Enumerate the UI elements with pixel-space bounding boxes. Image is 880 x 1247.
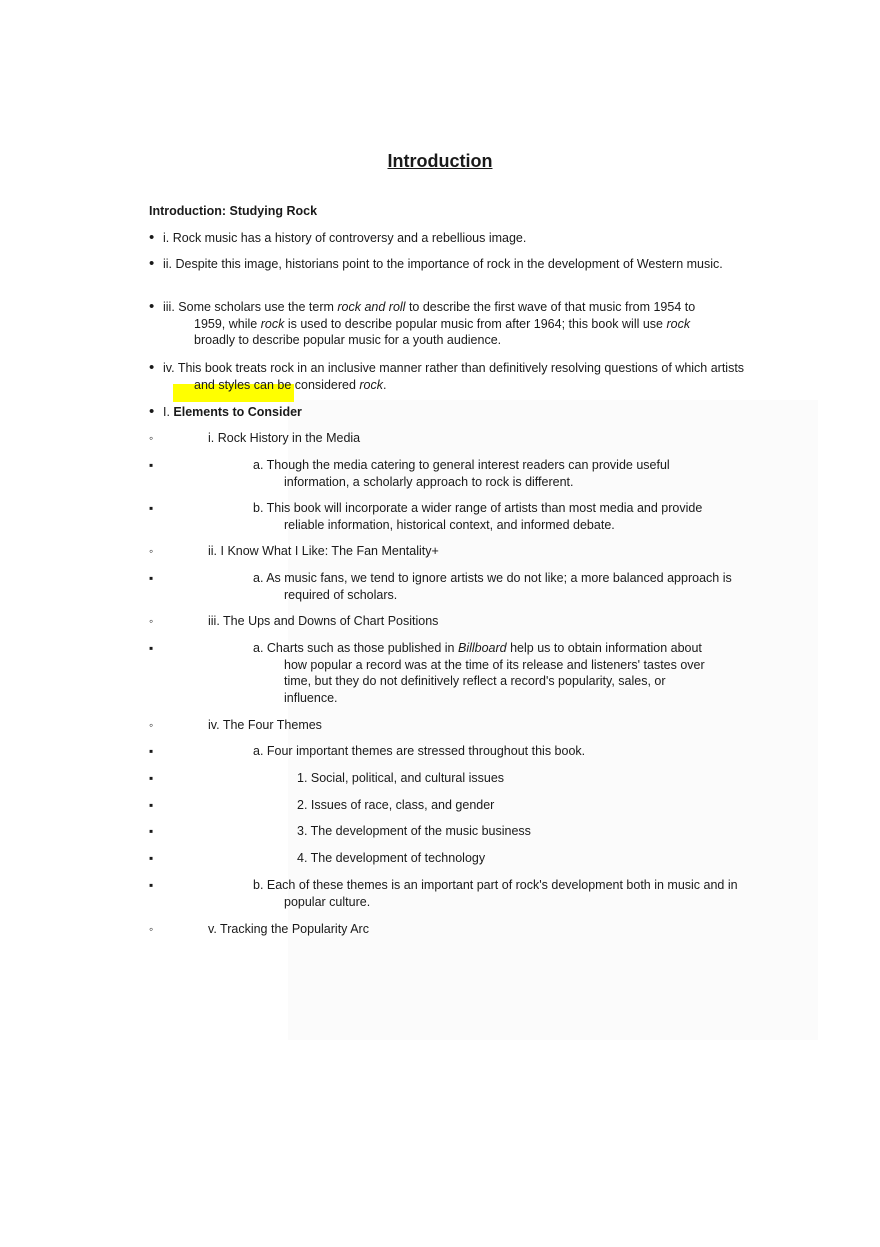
- item-bold: Elements to Consider: [173, 405, 302, 419]
- item-text: help us to obtain information about how popular a record was at the time of its release and listeners' tastes over time, but they do not definitively reflect a record's popularity, sales, or influence.: [284, 641, 705, 705]
- list-item: a. Though the media catering to general interest readers can provide useful information, a scholarly approach to rock is different.: [253, 458, 670, 489]
- bullet-circle-icon: [149, 543, 153, 560]
- section-heading: [163, 404, 663, 421]
- item-text: a. Charts such as those published in: [253, 641, 458, 655]
- bullet-square-icon: [149, 743, 153, 760]
- bullet-disc-icon: [149, 299, 154, 316]
- list-item: i. Rock music has a history of controversy and a rebellious image.: [163, 231, 527, 245]
- list-item: ii. Despite this image, historians point to the importance of rock in the development of Western music.: [163, 257, 723, 271]
- item-emphasis: rock and roll: [337, 300, 406, 314]
- item-text: to describe the first wave of that music from 1954 to 1959, while: [194, 300, 696, 331]
- bullet-disc-icon: [149, 256, 154, 273]
- list-item: ii. I Know What I Like: The Fan Mentality+: [208, 544, 439, 558]
- list-item: 4. The development of technology: [297, 851, 486, 865]
- bullet-square-icon: [149, 640, 153, 657]
- list-item: i. Rock History in the Media: [208, 431, 361, 445]
- list-item: b. This book will incorporate a wider range of artists than most media and provide reliable information, historical context, and informed debate.: [253, 501, 703, 532]
- item-emphasis: Billboard: [457, 641, 507, 655]
- bullet-disc-icon: [149, 230, 154, 247]
- bullet-square-icon: [149, 877, 153, 894]
- list-item: a. As music fans, we tend to ignore artists we do not like; a more balanced approach is required of scholars.: [253, 571, 732, 602]
- item-text: I.: [163, 405, 174, 419]
- bullet-square-icon: [149, 797, 153, 814]
- list-item: iv. The Four Themes: [208, 718, 322, 732]
- page-title: Introduction: [387, 151, 493, 171]
- item-emphasis: rock: [666, 316, 691, 331]
- bullet-disc-icon: [149, 404, 154, 421]
- item-text: iii. Some scholars use the term: [163, 300, 338, 314]
- list-item: a. Four important themes are stressed throughout this book.: [253, 744, 586, 758]
- bullet-square-icon: [149, 823, 153, 840]
- list-item: [163, 360, 746, 393]
- bullet-disc-icon: [149, 360, 154, 377]
- item-text: broadly to describe popular music for a youth audience.: [194, 333, 502, 347]
- item-emphasis: rock: [359, 377, 384, 392]
- item-text: iv. This book treats rock in an inclusive manner rather than definitively resolving questions of which artists and styles can be considered: [163, 361, 745, 392]
- list-item: 3. The development of the music business: [297, 824, 531, 838]
- section-subtitle: Introduction: Studying Rock: [149, 204, 318, 218]
- bullet-circle-icon: [149, 717, 153, 734]
- bullet-circle-icon: [149, 921, 153, 938]
- list-item: [253, 640, 716, 706]
- list-item: iii. The Ups and Downs of Chart Positions: [208, 614, 439, 628]
- list-item: 2. Issues of race, class, and gender: [297, 798, 495, 812]
- bullet-circle-icon: [149, 430, 153, 447]
- list-item: b. Each of these themes is an important part of rock's development both in music and in popular culture.: [253, 878, 738, 909]
- bullet-square-icon: [149, 770, 153, 787]
- list-item: 1. Social, political, and cultural issues: [297, 771, 505, 785]
- bullet-square-icon: [149, 850, 153, 867]
- bullet-square-icon: [149, 570, 153, 587]
- bullet-square-icon: [149, 457, 153, 474]
- item-text: .: [383, 377, 387, 392]
- bullet-square-icon: [149, 500, 153, 517]
- item-emphasis: rock: [260, 316, 285, 331]
- list-item: v. Tracking the Popularity Arc: [208, 922, 369, 936]
- list-item: [163, 299, 724, 349]
- item-text: is used to describe popular music from after 1964; this book will use: [284, 316, 667, 331]
- bullet-circle-icon: [149, 613, 153, 630]
